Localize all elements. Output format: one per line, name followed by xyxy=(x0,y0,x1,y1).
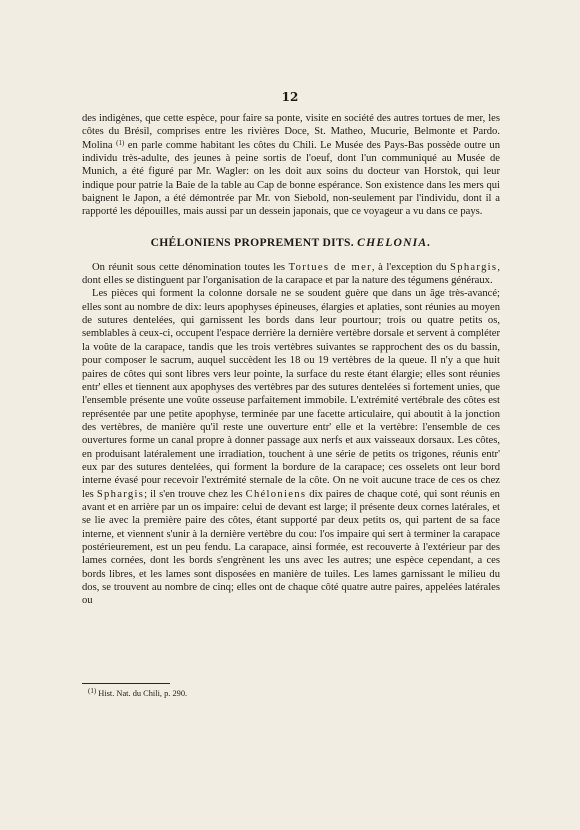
text-run: en parle comme habitant les côtes du Chili. Le Musée des Pays-Bas possède outre un individu très-adulte, des jeunes à peine sortis de l'oeuf, dont l'un communiqué au Musée de Munich, a été figuré par Mr. Wagler: on les doit aux soins du docteur van Horstok, qui leur indique pour patrie la Baie de la table au Cap de bonne espérance. Son existence dans les mers qui baignent le Japon, a été démontrée par Mr. von Siebold, non-seulement par l'individu, dont il a rapporté les dépouilles, mais aussi par un dessein japonais, que ce voyageur a vu dans ce pays. xyxy=(82,139,500,218)
paragraph-continuation xyxy=(82,112,500,219)
footnote-rule xyxy=(82,683,170,684)
paragraph-anatomy xyxy=(82,287,500,607)
heading-main: CHÉLONIENS PROPREMENT DITS. xyxy=(150,235,354,249)
spaced-term: Sphargis xyxy=(450,261,498,273)
heading-latin: CHELONIA. xyxy=(357,235,432,249)
text-run: , à l'exception du xyxy=(371,261,451,273)
text-run: On réunit sous cette dénomination toutes les xyxy=(92,261,289,273)
footnote xyxy=(88,689,187,698)
text-column xyxy=(82,112,500,608)
text-run: , dont elles se distinguent par l'organisation de la carapace et par la nature des tégumens généraux. xyxy=(82,261,500,287)
spaced-term: Chéloniens xyxy=(245,488,307,500)
spaced-term: Tortues de mer xyxy=(288,261,372,273)
text-run: ; il s'en trouve chez les xyxy=(144,488,246,500)
text-run: Les pièces qui forment la colonne dorsale ne se soudent guère que dans un âge très-avancé; elles sont au nombre de dix: leurs apophyses épineuses, élargies et aplaties, sont réunies au moyen de sutures dentelées, qui garnissent les bords dans leur pourtour; trois ou quatre petits os, semblables à ceux-ci, occupent l'espace derrière la dernière vertèbre dorsale et servent à compléter la voûte de la carapace, tandis que les trois vertèbres suivantes se rapprochent des os du bassin, pour composer le sacrum, auquel succèdent les 18 ou 19 vertèbres de la queue. Il n'y a que huit paires de côtes qui sont libres vers leur pointe, la surface du reste étant élargie; elles sont réunies entr' elles et tiennent aux apophyses des vertèbres par des sutures dentelées si fortement unies, que l'ensemble présente une voûte osseuse parfaitement immobile. L'extrémité vertébrale des côtes est représentée par une petite apophyse, terminée par une facette articulaire, qui aboutit à la jonction des vertèbres, de manière qu'il reste une ouverture entr' elle et la vertèbre: l'ensemble de ces ouvertures forme un canal propre à donner passage aux nerfs et aux vaisseaux dorsaux. Les côtes, en produisant latéralement une irradiation, touchent à une série de petits os trigones, réunis entr' eux par des sutures dentelées, qui forment la bordure de la carapace; ces osselets ont leur bord interne évasé pour recevoir l'extrémité sternale de la côte. On ne voit aucune trace de ces os chez les xyxy=(82,288,500,500)
text-run: dix paires de chaque coté, qui sont réunis en avant et en arrière par un os impaire: celui de devant est large; il présente deux cornes latérales, et se lie avec la première paire des côtes, étant supporté par deux petits os, qui partent de sa face interne, et viennent s'unir à la dernière vertèbre du cou: l'os impaire qui sert à terminer la carapace postérieurement, est un peu fendu. La carapace, ainsi formée, est recouverte à l'extérieur par des lames cornées, dont les bords s'engrènent les uns avec les autres; une espèce cependant, a ces bords libres, et les lames sont disposées en manière de tuiles. Les lames garnissant le milieu du dos, se trouvent au nombre de cinq; elles ont de chaque côté quatre autre paires, appelées latérales ou xyxy=(82,488,500,607)
paragraph-intro xyxy=(82,261,500,288)
text-run: des indigènes, que cette espèce, pour faire sa ponte, visite en société des autres tortues de mer, les côtes du Brésil, comprises entre les rivières Doce, St. Matheo, Mucurie, Belmonte et Pardo. Molina xyxy=(82,113,500,151)
spaced-term: Sphargis xyxy=(96,488,145,500)
footnote-marker: (1) xyxy=(88,687,97,695)
section-heading xyxy=(82,235,500,250)
page-number: 12 xyxy=(281,90,299,104)
footnote-text: Hist. Nat. du Chili, p. 290. xyxy=(96,689,188,698)
footnote-ref: (1) xyxy=(116,138,125,147)
